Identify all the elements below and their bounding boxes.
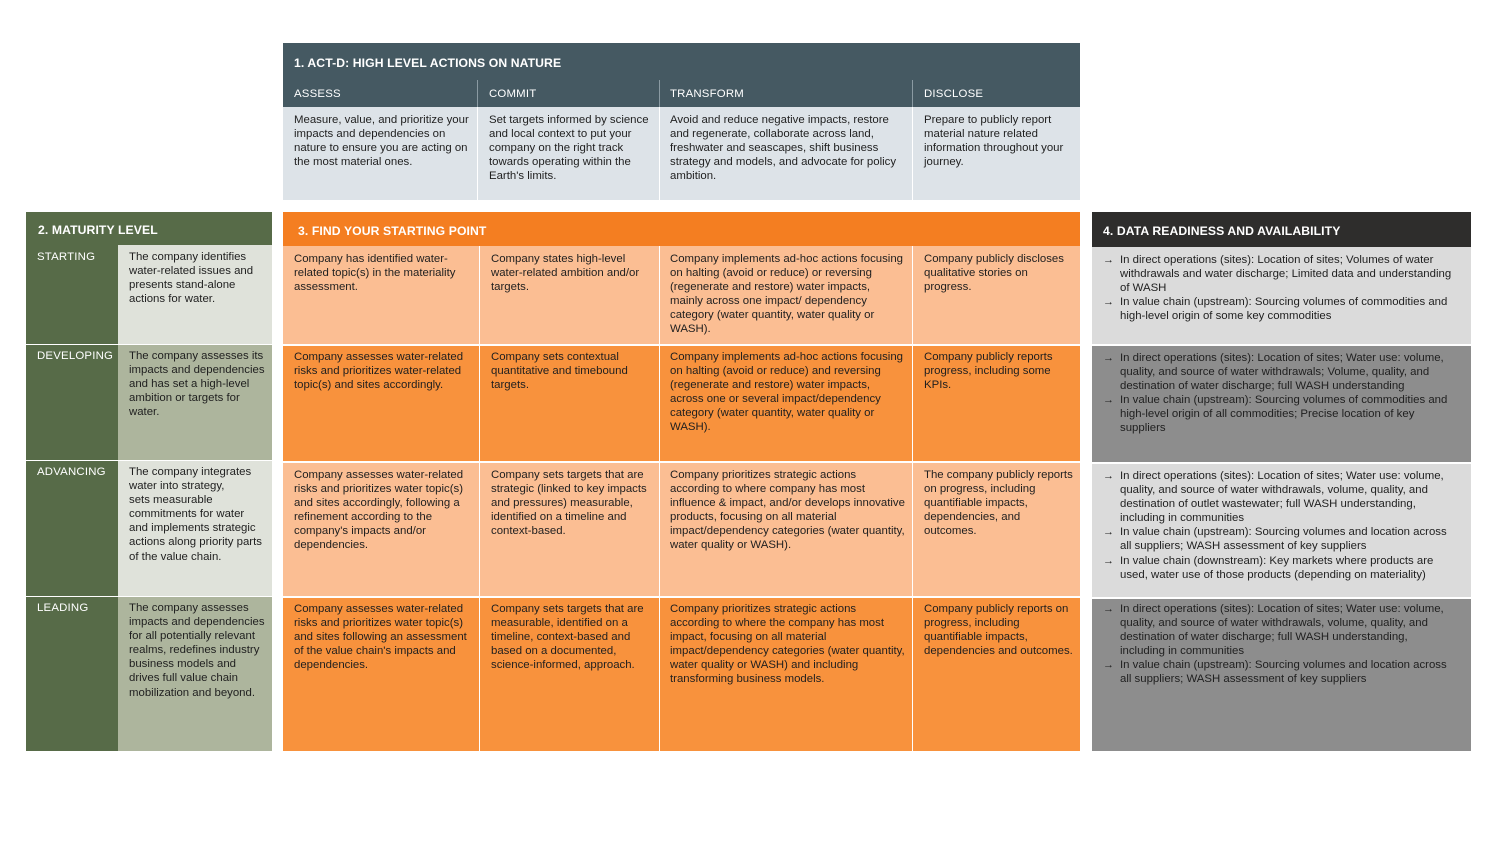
act-d-transform-text: Avoid and reduce negative impacts, restore and regenerate, collaborate across land, freshwater and seascapes, shift business strategy and models, and advocate for policy ambition. — [670, 114, 897, 183]
act-d-assess-label: ASSESS — [294, 88, 341, 100]
starting-point-cell: Company implements ad-hoc actions focusing on halting (avoid or reduce) or reversing (regenerate and restore) water impacts, mainly across one impact/ dependency category (water quantity, water quality or WASH). — [670, 253, 903, 336]
act-d-transform-label: TRANSFORM — [670, 88, 744, 100]
list-item: → In direct operations (sites): Location of sites; Volumes of water withdrawals and water discharge; Limited data and understanding of WASH — [1103, 254, 1452, 295]
list-item: → In value chain (upstream): Sourcing volumes of commodities and high-level origin of all commodities; Precise location of key suppliers — [1103, 394, 1448, 435]
starting-point-cell: Company publicly reports on progress, including quantifiable impacts, dependencies and outcomes. — [924, 603, 1073, 658]
maturity-row-advancing — [26, 461, 118, 596]
maturity-level-text: The company assesses impacts and dependencies for all potentially relevant realms, redefines industry business models and drives full value chain mobilization and beyond. — [129, 602, 265, 699]
starting-point-cell: Company states high-level water-related ambition and/or targets. — [491, 253, 640, 294]
starting-point-cell: Company has identified water-related topic(s) in the materiality assessment. — [294, 253, 456, 294]
starting-point-cell: Company implements ad-hoc actions focusing on halting (avoid or reduce) and reversing (regenerate and restore) water impacts, across one or several impact/dependency category (water quantity, water quality or WASH). — [670, 351, 903, 434]
starting-point-cell: Company prioritizes strategic actions according to where the company has most impact, focusing on all material impact/dependency categories (water quantity, water quality or WASH) and including transforming business models. — [670, 603, 905, 686]
data-readiness-row — [1103, 253, 1453, 323]
maturity-level-label: LEADING — [37, 602, 89, 614]
arrow-right-icon: → — [1103, 352, 1114, 364]
arrow-right-icon: → — [1103, 554, 1114, 567]
arrow-right-icon: → — [1103, 394, 1114, 407]
starting-point-cell: Company sets targets that are strategic (linked to key impacts and pressures) measurable, identified on a timeline and context-based. — [491, 469, 647, 538]
list-item: → In direct operations (sites): Location of sites; Water use: volume, quality, and source of water withdrawals; Volume, quality, and destination of water discharge; full WASH understanding — [1103, 352, 1444, 393]
act-d-commit-label: COMMIT — [489, 88, 537, 100]
act-d-disclose-label: DISCLOSE — [924, 88, 984, 100]
list-item: → In value chain (downstream): Key markets where products are used, water use of those products (depending on materiality) — [1103, 554, 1434, 581]
maturity-row-starting — [26, 245, 118, 344]
act-d-assess-text: Measure, value, and prioritize your impacts and dependencies on nature to ensure you are acting on the most material ones. — [294, 114, 469, 169]
maturity-level-text: The company integrates water into strategy, sets measurable commitments for water and implements strategic actions along priority parts of the value chain. — [129, 466, 262, 563]
maturity-table — [26, 245, 272, 751]
starting-point-cell: The company publicly reports on progress, including quantifiable impacts, dependencies, and outcomes. — [924, 469, 1073, 538]
maturity-level-label: STARTING — [37, 251, 96, 263]
arrow-right-icon: → — [1103, 526, 1114, 539]
list-item: → In direct operations (sites): Location of sites; Water use: volume, quality, and source of water withdrawals, volume, quality, and destination of outlet wastewater; full WASH understanding, including in communities — [1103, 470, 1444, 525]
act-d-title: 1. ACT-D: HIGH LEVEL ACTIONS ON NATURE — [283, 43, 1080, 80]
data-readiness-row — [1103, 602, 1453, 687]
starting-point-grid — [283, 246, 1080, 751]
act-d-disclose-text: Prepare to publicly report material nature related information throughout your journey. — [924, 114, 1064, 169]
arrow-right-icon: → — [1103, 659, 1114, 672]
arrow-right-icon: → — [1103, 254, 1114, 266]
starting-point-cell: Company publicly discloses qualitative stories on progress. — [924, 253, 1064, 294]
list-item: → In direct operations (sites): Location of sites; Water use: volume, quality, and source of water withdrawals, volume, quality, and destination of water discharge; full WASH understanding, including in communities — [1103, 603, 1444, 658]
arrow-right-icon: → — [1103, 296, 1114, 309]
starting-point-cell: Company assesses water-related risks and prioritizes water topic(s) and sites accordingly, following a refinement according to the company's impacts and/or dependencies. — [294, 469, 464, 552]
starting-point-cell: Company sets targets that are measurable, identified on a timeline, context-based and based on a documented, science-informed, approach. — [491, 603, 644, 672]
starting-point-cell: Company assesses water-related risks and prioritizes water topic(s) and sites following an assessment of the value chain's impacts and dependencies. — [294, 603, 467, 672]
maturity-row-developing — [26, 345, 118, 460]
arrow-right-icon: → — [1103, 603, 1114, 615]
starting-point-cell: Company prioritizes strategic actions according to where company has most influence & impact, and/or develops innovative products, focusing on all material impact/dependency categories (water quantity, water quality or WASH). — [670, 469, 905, 552]
list-item: → In value chain (upstream): Sourcing volumes of commodities and high-level origin of some key commodities — [1103, 296, 1448, 323]
maturity-row-leading — [26, 597, 118, 751]
data-readiness-row — [1103, 469, 1453, 582]
maturity-level-label: DEVELOPING — [37, 350, 114, 362]
data-readiness-title: 4. DATA READINESS AND AVAILABILITY — [1092, 212, 1471, 247]
data-readiness-list — [1092, 247, 1471, 751]
data-readiness-row — [1103, 351, 1453, 436]
maturity-level-text: The company assesses its impacts and dependencies and has set a high-level ambition or targets for water. — [129, 350, 265, 419]
list-item: → In value chain (upstream): Sourcing volumes and location across all suppliers; WASH assessment of key suppliers — [1103, 526, 1447, 553]
starting-point-cell: Company sets contextual quantitative and timebound targets. — [491, 351, 628, 392]
maturity-title: 2. MATURITY LEVEL — [26, 212, 272, 245]
starting-point-title: 3. FIND YOUR STARTING POINT — [283, 212, 1080, 246]
starting-point-cell: Company publicly reports progress, including some KPIs. — [924, 351, 1053, 392]
act-d-descriptions — [283, 107, 1080, 200]
act-d-commit-text: Set targets informed by science and local context to put your company on the right track towards operating within the Earth's limits. — [489, 114, 649, 183]
list-item: → In value chain (upstream): Sourcing volumes and location across all suppliers; WASH assessment of key suppliers — [1103, 659, 1447, 686]
maturity-level-label: ADVANCING — [37, 466, 106, 478]
arrow-right-icon: → — [1103, 470, 1114, 482]
maturity-level-text: The company identifies water-related issues and presents stand-alone actions for water. — [129, 251, 254, 306]
act-d-column-headers — [283, 80, 1080, 107]
starting-point-cell: Company assesses water-related risks and prioritizes water-related topic(s) and sites accordingly. — [294, 351, 464, 392]
